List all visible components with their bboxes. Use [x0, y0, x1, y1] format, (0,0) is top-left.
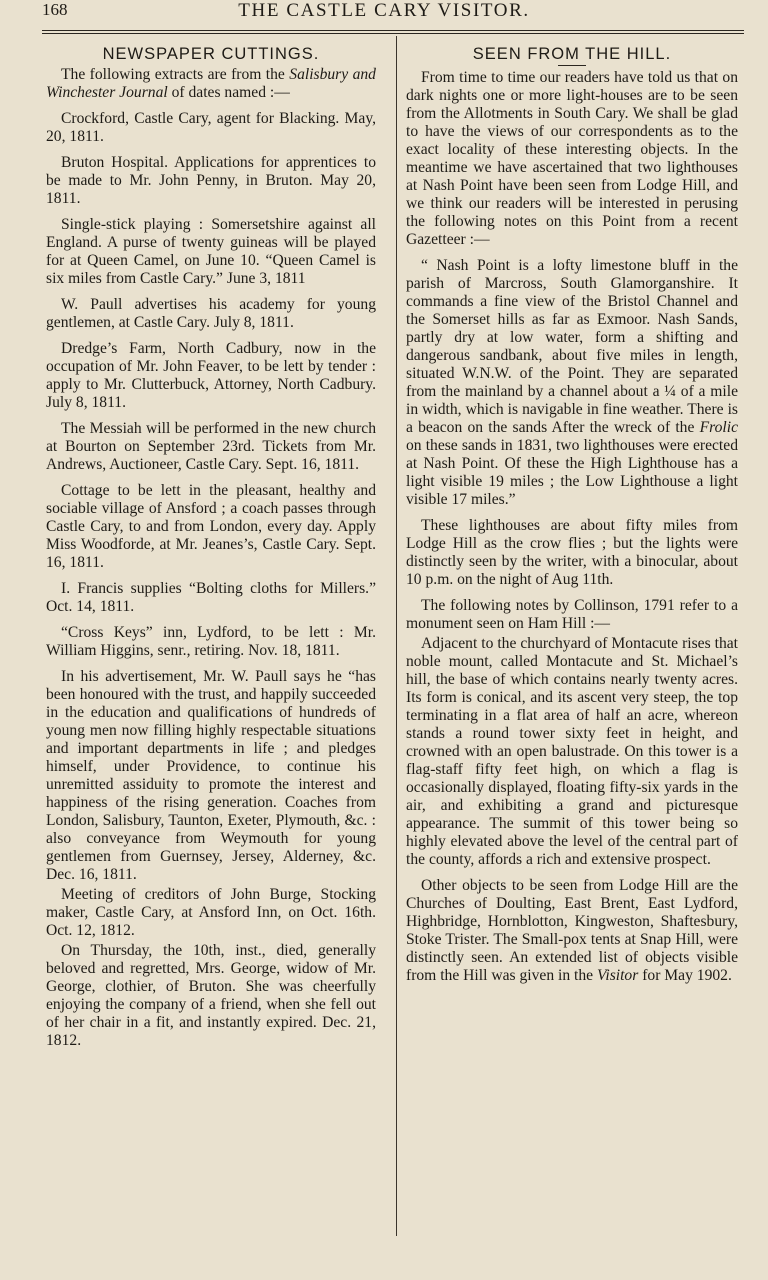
article-paragraph: The following notes by Collinson, 1791 refer to a monument seen on Ham Hill :—	[406, 597, 738, 632]
running-head	[0, 0, 768, 22]
header-rule	[42, 30, 744, 34]
cutting-item: I. Francis supplies “Bolting cloths for Millers.” Oct. 14, 1811.	[46, 580, 376, 615]
cutting-item: “Cross Keys” inn, Lydford, to be lett : Mr. William Higgins, senr., retiring. Nov. 18, 1811.	[46, 624, 376, 659]
article-paragraph: These lighthouses are about fifty miles from Lodge Hill as the crow flies ; but the lights were distinctly seen by the writer, with a binocular, about 10 p.m. on the night of Aug 11th.	[406, 517, 738, 588]
column-divider	[396, 36, 397, 1236]
seen-from-hill-heading	[406, 45, 738, 66]
cutting-item: Single-stick playing : Somersetshire against all England. A purse of twenty guineas will be played for at Queen Camel, on June 10. “Queen Camel is six miles from Castle Cary.” June 3, 1811	[46, 216, 376, 287]
page-number: 168	[42, 0, 68, 19]
quote-part: “ Nash Point is a lofty limestone bluff in the parish of Marcross, South Glamorganshire. It commands a fine view of the Bristol Channel and the Somerset hills as far as Exmoor. Nash Sands, partly dry at low water, form a shifting and dangerous sandbank, about five miles in length, situated W.N.W. of the Point. They are separated from the mainland by a channel about a ¼ of a mile in width, which is navigable in fine weather. There is a beacon on the sands After the wreck of the	[406, 257, 738, 436]
cutting-item: In his advertisement, Mr. W. Paull says he “has been honoured with the trust, and happily succeeded in the education and qualifications of hundreds of young men now filling highly respectable situations and important departments in life ; and pledges himself, under Providence, to continue his unremitted assiduity to promote the interest and happiness of the rising generation. Coaches from London, Salisbury, Taunton, Exeter, Plymouth, &c. : also conveyance from Weymouth for young gentlemen from Guernsey, Jersey, Alderney, &c. Dec. 16, 1811.	[46, 668, 376, 883]
article-paragraph	[406, 877, 738, 985]
text-part: Other objects to be seen from Lodge Hill are the Churches of Doulting, East Brent, East Lydford, Highbridge, Hornblotton, Kingweston, Shaftesbury, Stoke Trister. The Small-pox tents at Snap Hill, were distinctly seen. An extended list of objects visible from the Hill was given in the	[406, 877, 738, 984]
cutting-item: On Thursday, the 10th, inst., died, generally beloved and regretted, Mrs. George, widow of Mr. George, clothier, of Bruton. She was cheerfully enjoying the company of a friend, when she fell out of her chair in a fit, and instantly expired. Dec. 21, 1812.	[46, 942, 376, 1049]
intro-paragraph	[46, 66, 376, 102]
intro-after: of dates named :—	[167, 84, 290, 101]
cutting-item: Bruton Hospital. Applications for apprentices to be made to Mr. John Penny, in Bruton. May 20, 1811.	[46, 154, 376, 207]
ship-name: Frolic	[699, 419, 738, 436]
heading-text: SEEN FROM THE HILL.	[472, 45, 672, 63]
collinson-quote: Adjacent to the churchyard of Montacute rises that noble mount, called Montacute and St. Michael’s hill, the base of which contains nearly twenty acres. Its form is conical, and its ascent very steep, the top terminating in a flat area of half an acre, whereon stands a round tower sixty feet in height, and crowned with an open balustrade. On this tower is a flag-staff fifty feet high, on which a flag is occasionally displayed, floating fifty-six yards in the air, and exhibiting a grand and picturesque appearance. The summit of this tower being so highly elevated above the level of the central part of the county, affords a rich and extensive prospect.	[406, 635, 738, 868]
cutting-item: Meeting of creditors of John Burge, Stocking maker, Castle Cary, at Ansford Inn, on Oct. 16th. Oct. 12, 1812.	[46, 886, 376, 939]
cutting-item: Cottage to be lett in the pleasant, healthy and sociable village of Ansford ; a coach passes through Castle Cary, to and from London, every day. Apply Miss Woodforde, at Mr. Jeanes’s, Castle Cary. Sept. 16, 1811.	[46, 482, 376, 571]
heading-rule	[558, 65, 586, 66]
quote-part: on these sands in 1831, two lighthouses were erected at Nash Point. Of these the High Lighthouse has a light visible 19 miles ; the Low Lighthouse a light visible 17 miles.”	[406, 437, 738, 508]
text-part: for May 1902.	[638, 967, 732, 984]
intro-before: The following extracts are from the	[61, 66, 290, 83]
cutting-item: Dredge’s Farm, North Cadbury, now in the occupation of Mr. John Feaver, to be lett by tender : apply to Mr. Clutterbuck, Attorney, North Cadbury. July 8, 1811.	[46, 340, 376, 411]
journal-name: Salisbury and Winchester Journal	[46, 66, 376, 101]
gazetteer-quote	[406, 257, 738, 509]
journal-title: THE CASTLE CARY VISITOR.	[238, 0, 530, 21]
journal-name: Visitor	[597, 967, 639, 984]
cutting-item: The Messiah will be performed in the new church at Bourton on September 23rd. Tickets from Mr. Andrews, Auctioneer, Castle Cary. Sept. 16, 1811.	[46, 420, 376, 473]
article-paragraph: From time to time our readers have told us that on dark nights one or more light-houses are to be seen from the Allotments in South Cary. We shall be glad to have the views of our correspondents as to the exact locality of these interesting objects. In the meantime we have ascertained that two lighthouses at Nash Point have been seen from Lodge Hill, and we think our readers will be interested in perusing the following notes on this Point from a recent Gazetteer :—	[406, 69, 738, 248]
cutting-item: Crockford, Castle Cary, agent for Blacking. May, 20, 1811.	[46, 110, 376, 145]
cutting-item: W. Paull advertises his academy for young gentlemen, at Castle Cary. July 8, 1811.	[46, 296, 376, 331]
right-column	[406, 40, 738, 993]
heading-text: NEWSPAPER CUTTINGS.	[102, 45, 320, 63]
left-column	[46, 40, 376, 1052]
newspaper-cuttings-heading	[46, 45, 376, 63]
